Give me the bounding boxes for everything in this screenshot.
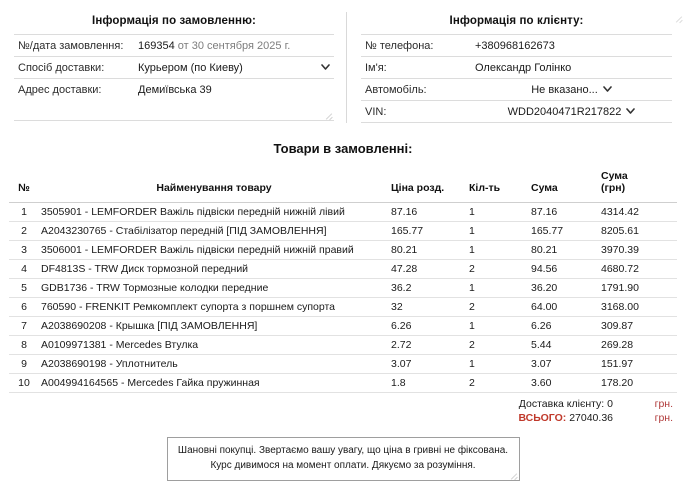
- field-row-order-number: [14, 34, 334, 56]
- cell-qty: 1: [467, 222, 529, 241]
- cell-sum: 87.16: [529, 203, 599, 222]
- cell-name: A004994164565 - Mercedes Гайка пружинная: [39, 374, 389, 393]
- cell-price: 36.2: [389, 279, 467, 298]
- client-info-panel: [346, 12, 686, 123]
- field-row-vin[interactable]: [361, 100, 672, 123]
- field-label-order-number: №/дата замовлення:: [18, 39, 124, 52]
- order-info-panel: [0, 12, 346, 123]
- field-row-name: [361, 56, 672, 78]
- cell-qty: 1: [467, 355, 529, 374]
- grand-total-label: ВСЬОГО:: [518, 412, 567, 425]
- delivery-total-label-wrap: [519, 398, 621, 410]
- cell-sum-grn: 309.87: [599, 317, 677, 336]
- client-info-title: Інформація по клієнту:: [449, 15, 584, 27]
- cell-name: DF4813S - TRW Диск тормозной передний: [39, 260, 389, 279]
- cell-number: 1: [9, 203, 39, 222]
- notice-section: [0, 437, 686, 481]
- table-row[interactable]: [9, 317, 677, 336]
- cell-number: 4: [9, 260, 39, 279]
- table-header: [9, 168, 677, 203]
- cell-sum: 94.56: [529, 260, 599, 279]
- table-row[interactable]: [9, 336, 677, 355]
- cell-sum: 165.77: [529, 222, 599, 241]
- cell-price: 3.07: [389, 355, 467, 374]
- cell-sum-grn: 1791.90: [599, 279, 677, 298]
- table-header-row: [9, 168, 677, 203]
- cell-sum: 36.20: [529, 279, 599, 298]
- cell-name: A0109971381 - Mercedes Втулка: [39, 336, 389, 355]
- order-info-title: Інформація по замовленню:: [92, 15, 256, 27]
- cell-qty: 1: [467, 241, 529, 260]
- cell-sum-grn: 151.97: [599, 355, 677, 374]
- column-header-name: Найменування товару: [39, 168, 389, 203]
- grand-total-row: [9, 411, 677, 425]
- cell-name: A2038690208 - Крышка [ПІД ЗАМОВЛЕННЯ]: [39, 317, 389, 336]
- field-row-phone: [361, 34, 672, 56]
- order-date-value: от 30 сентября 2025 г.: [177, 39, 291, 52]
- cell-sum-grn: 8205.61: [599, 222, 677, 241]
- field-label-delivery-address: Адрес доставки:: [18, 83, 102, 96]
- cell-sum: 80.21: [529, 241, 599, 260]
- grand-total-label-wrap: [518, 412, 621, 424]
- field-label-car: Автомобіль:: [365, 83, 427, 96]
- cell-name: 760590 - FRENKIT Ремкомплект супорта з поршнем супорта: [39, 298, 389, 317]
- car-selected-value: Не вказано...: [531, 83, 598, 96]
- cell-number: 9: [9, 355, 39, 374]
- field-value-phone[interactable]: +380968162673: [475, 39, 555, 52]
- panel-resize-grip-icon[interactable]: [674, 14, 683, 23]
- items-section-title: Товари в замовленні:: [273, 141, 413, 156]
- delivery-method-selected: Курьером (по Киеву): [138, 61, 243, 74]
- cell-price: 1.8: [389, 374, 467, 393]
- cell-name: A2038690198 - Уплотнитель: [39, 355, 389, 374]
- totals-section: [9, 397, 677, 425]
- cell-price: 165.77: [389, 222, 467, 241]
- cell-qty: 1: [467, 279, 529, 298]
- cell-qty: 2: [467, 336, 529, 355]
- field-value-car[interactable]: [473, 81, 672, 99]
- column-header-sum-grn-line2: (грн): [601, 182, 626, 195]
- grand-total-value: 27040.36: [569, 412, 613, 425]
- price-notice-line-2: Курс дивимося на момент оплати. Дякуємо за розуміння.: [210, 459, 476, 471]
- cell-price: 6.26: [389, 317, 467, 336]
- column-header-sum-grn: [599, 168, 677, 203]
- table-row[interactable]: [9, 355, 677, 374]
- cell-sum: 64.00: [529, 298, 599, 317]
- delivery-address-textarea-overflow[interactable]: [14, 100, 334, 121]
- table-row[interactable]: [9, 203, 677, 222]
- delivery-total-row: [9, 397, 677, 411]
- cell-qty: 1: [467, 203, 529, 222]
- cell-price: 2.72: [389, 336, 467, 355]
- cell-sum: 3.60: [529, 374, 599, 393]
- field-label-name: Ім'я:: [365, 61, 387, 74]
- field-value-vin[interactable]: [473, 103, 672, 121]
- grand-total-currency: грн.: [654, 412, 673, 425]
- resize-grip-icon[interactable]: [325, 111, 333, 119]
- delivery-total-currency: грн.: [654, 398, 673, 411]
- column-header-number: №: [9, 168, 39, 203]
- field-value-name[interactable]: Олександр Голінко: [475, 61, 572, 74]
- cell-price: 47.28: [389, 260, 467, 279]
- column-header-price: Ціна розд.: [389, 168, 467, 203]
- field-row-car[interactable]: [361, 78, 672, 100]
- cell-sum: 3.07: [529, 355, 599, 374]
- cell-qty: 1: [467, 317, 529, 336]
- cell-number: 3: [9, 241, 39, 260]
- chevron-down-icon[interactable]: [603, 85, 614, 94]
- cell-number: 6: [9, 298, 39, 317]
- cell-name: A2043230765 - Стабілізатор передній [ПІД ЗАМОВЛЕННЯ]: [39, 222, 389, 241]
- delivery-total-label: Доставка клієнту:: [518, 398, 605, 411]
- column-header-sum-grn-line1: Сума: [601, 170, 628, 182]
- field-label-vin: VIN:: [365, 105, 387, 118]
- cell-price: 32: [389, 298, 467, 317]
- field-value-delivery-method[interactable]: [136, 59, 334, 77]
- cell-price: 80.21: [389, 241, 467, 260]
- table-row[interactable]: [9, 279, 677, 298]
- field-value-delivery-address[interactable]: Демиївська 39: [138, 83, 212, 96]
- table-row[interactable]: [9, 260, 677, 279]
- cell-name: 3506001 - LEMFORDER Важіль підвіски передній нижній правий: [39, 241, 389, 260]
- cell-sum-grn: 3168.00: [599, 298, 677, 317]
- table-body: [9, 203, 677, 393]
- cell-number: 8: [9, 336, 39, 355]
- table-row[interactable]: [9, 374, 677, 393]
- price-notice-box[interactable]: [167, 437, 520, 481]
- field-row-delivery-method[interactable]: [14, 56, 334, 78]
- cell-number: 7: [9, 317, 39, 336]
- resize-grip-icon[interactable]: [510, 471, 518, 479]
- cell-name: GDB1736 - TRW Тормозные колодки передние: [39, 279, 389, 298]
- cell-qty: 2: [467, 374, 529, 393]
- field-value-order-number: [136, 37, 334, 55]
- cell-sum-grn: 269.28: [599, 336, 677, 355]
- cell-qty: 2: [467, 298, 529, 317]
- price-notice-line-1: Шановні покупці. Звертаємо вашу увагу, що ціна в гривні не фіксована.: [177, 445, 509, 457]
- order-info-section: [0, 0, 686, 123]
- cell-sum: 5.44: [529, 336, 599, 355]
- column-header-sum: Сума: [529, 168, 599, 203]
- vin-select[interactable]: [475, 106, 670, 118]
- cell-sum-grn: 3970.39: [599, 241, 677, 260]
- field-label-delivery-method: Спосіб доставки:: [18, 61, 105, 74]
- cell-number: 10: [9, 374, 39, 393]
- cell-qty: 2: [467, 260, 529, 279]
- cell-name: 3505901 - LEMFORDER Важіль підвіски передній нижній лівий: [39, 203, 389, 222]
- cell-number: 5: [9, 279, 39, 298]
- chevron-down-icon[interactable]: [626, 107, 637, 116]
- order-items-table: [9, 168, 677, 393]
- field-label-phone: № телефона:: [365, 39, 434, 52]
- table-row[interactable]: [9, 222, 677, 241]
- column-header-qty: Кіл-ть: [467, 168, 529, 203]
- cell-sum-grn: 4680.72: [599, 260, 677, 279]
- cell-sum-grn: 4314.42: [599, 203, 677, 222]
- field-row-delivery-address[interactable]: [14, 78, 334, 100]
- table-row[interactable]: [9, 298, 677, 317]
- cell-sum-grn: 178.20: [599, 374, 677, 393]
- chevron-down-icon[interactable]: [321, 63, 332, 72]
- order-number-value: 169354: [138, 39, 175, 52]
- cell-price: 87.16: [389, 203, 467, 222]
- table-row[interactable]: [9, 241, 677, 260]
- car-select[interactable]: [475, 84, 670, 96]
- vin-selected-value: WDD2040471R217822: [507, 105, 622, 118]
- cell-sum: 6.26: [529, 317, 599, 336]
- cell-number: 2: [9, 222, 39, 241]
- delivery-total-value: 0: [607, 398, 613, 411]
